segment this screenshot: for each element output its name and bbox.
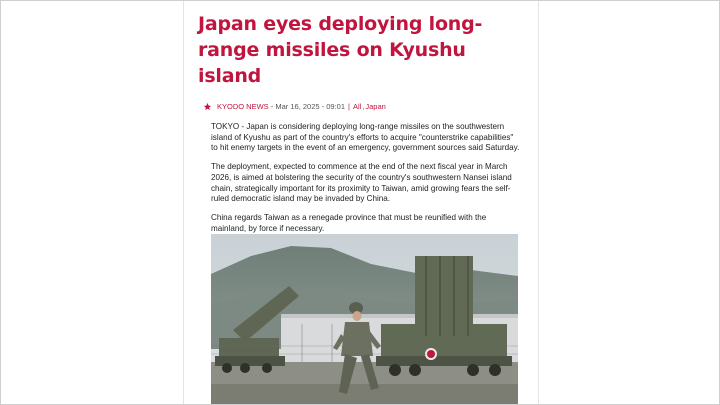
kyodo-logo-icon — [203, 102, 212, 111]
article — [198, 1, 520, 242]
byline-source[interactable]: KYODO NEWS — [217, 102, 269, 111]
byline-divider: | — [348, 102, 350, 111]
article-paragraph: The deployment, expected to commence at the end of the next fiscal year in March 2026, is aimed at bolstering the security of the country's southwestern Nansei island chain, strategically important for its proximity to Taiwan, amid growing fears the self-ruled democratic island may be invaded by China. — [211, 162, 512, 204]
byline-date-separator: - — [268, 102, 276, 111]
article-headline: Japan eyes deploying long-range missiles on Kyushu island — [198, 13, 483, 87]
article-paragraph: China regards Taiwan as a renegade province that must be reunified with the mainland, by force if necessary. — [211, 212, 487, 233]
byline-date: Mar 16, 2025 - 09:01 — [275, 102, 345, 111]
tag-japan[interactable]: Japan — [365, 102, 386, 111]
missile-launcher-photo — [211, 234, 518, 405]
article-paragraph: TOKYO - Japan is considering deploying long-range missiles on the southwestern island of Kyushu as part of the country's efforts to acquire "counterstrike capabilities" to hit enemy targets in the event of an emergency, government sources said Saturday. — [211, 122, 520, 153]
article-photo — [211, 234, 518, 405]
byline — [203, 102, 520, 111]
tag-comma: , — [362, 102, 365, 111]
article-body — [211, 122, 521, 234]
column-divider-right — [538, 1, 539, 404]
column-divider-left — [183, 1, 184, 404]
tag-all[interactable]: All — [352, 102, 362, 111]
